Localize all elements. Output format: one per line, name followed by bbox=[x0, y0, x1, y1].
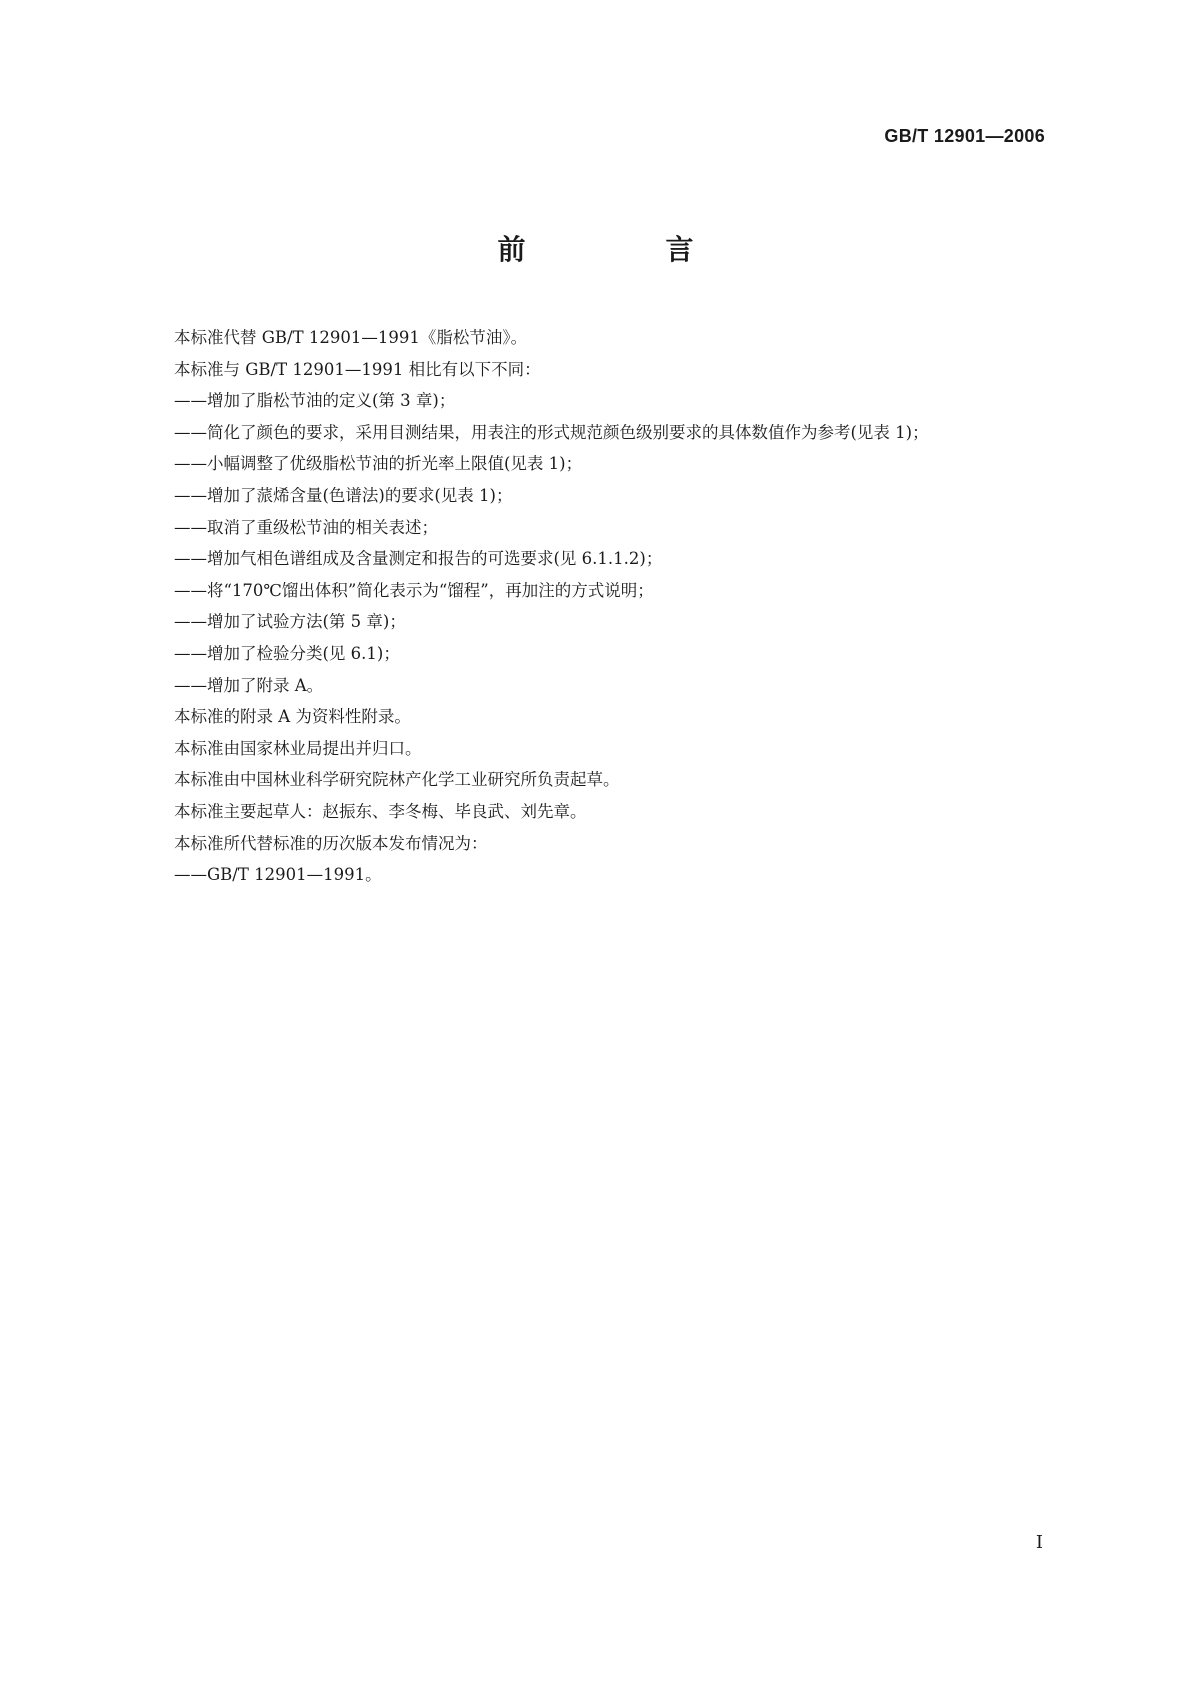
list-item: ——简化了颜色的要求，采用目测结果，用表注的形式规范颜色级别要求的具体数值作为参考(见表 1)； bbox=[174, 422, 929, 442]
list-item: ——增加了脂松节油的定义(第 3 章)； bbox=[174, 391, 456, 411]
list-item: ——GB/T 12901—1991。 bbox=[174, 865, 382, 885]
list-item: ——增加气相色谱组成及含量测定和报告的可选要求(见 6.1.1.2)； bbox=[174, 549, 663, 569]
paragraph-differences-intro: 本标准与 GB/T 12901—1991 相比有以下不同： bbox=[174, 359, 541, 379]
list-item: ——增加了检验分类(见 6.1)； bbox=[174, 643, 400, 663]
paragraph-history-intro: 本标准所代替标准的历次版本发布情况为： bbox=[174, 833, 488, 853]
list-item: ——将“170℃馏出体积”简化表示为“馏程”，再加注的方式说明； bbox=[174, 580, 654, 600]
page-number: I bbox=[1035, 1532, 1043, 1553]
paragraph-replaces: 本标准代替 GB/T 12901—1991《脂松节油》。 bbox=[174, 328, 528, 347]
list-item: ——增加了蒎烯含量(色谱法)的要求(见表 1)； bbox=[174, 485, 513, 505]
paragraph-drafting-unit: 本标准由中国林业科学研究院林产化学工业研究所负责起草。 bbox=[174, 770, 620, 790]
paragraph-proposer: 本标准由国家林业局提出并归口。 bbox=[174, 738, 422, 758]
foreword-body bbox=[174, 322, 1054, 891]
list-item: ——小幅调整了优级脂松节油的折光率上限值(见表 1)； bbox=[174, 454, 583, 474]
list-item: ——增加了试验方法(第 5 章)； bbox=[174, 612, 406, 632]
list-item: ——取消了重级松节油的相关表述； bbox=[174, 517, 438, 537]
page-title: 前 言 bbox=[497, 233, 750, 266]
paragraph-appendix: 本标准的附录 A 为资料性附录。 bbox=[174, 707, 411, 727]
paragraph-drafters: 本标准主要起草人：赵振东、李冬梅、毕良武、刘先章。 bbox=[174, 801, 587, 821]
standard-code: GB/T 12901—2006 bbox=[884, 126, 1045, 146]
list-item: ——增加了附录 A。 bbox=[174, 675, 324, 695]
